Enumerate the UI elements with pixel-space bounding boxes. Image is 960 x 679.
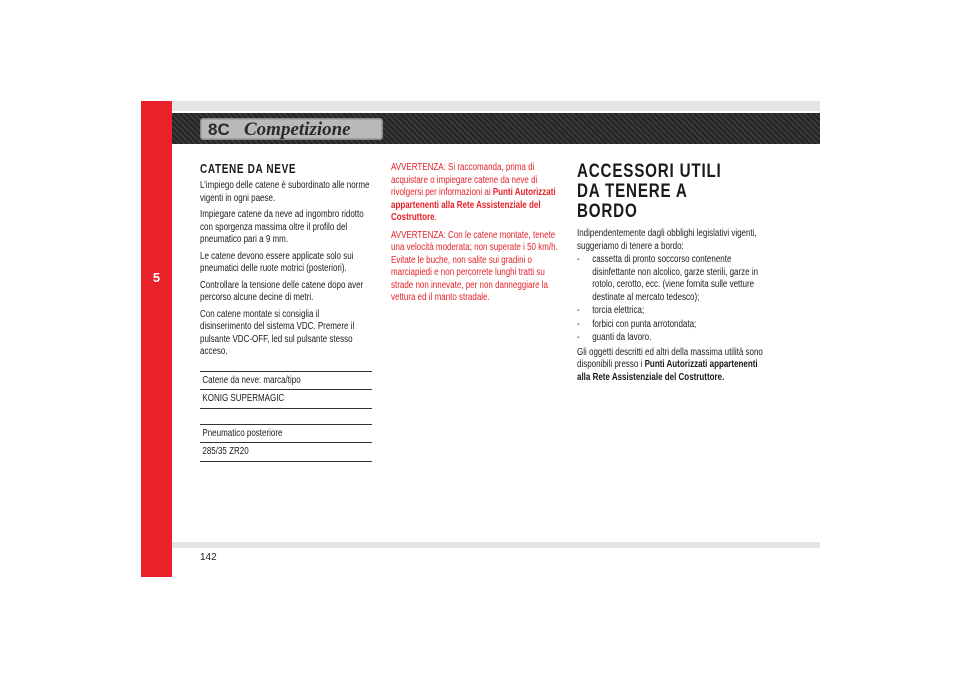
right-column [577,162,765,388]
warning-label: AVVERTENZA: [391,229,446,241]
page-number: 142 [200,552,217,563]
left-column [200,162,372,462]
warning-label: AVVERTENZA: [391,162,446,173]
paragraph: Impiegare catene da neve ad ingombro ridotto con sporgenza massima oltre il profilo del pneumatico pari a 9 mm. [200,209,364,245]
closing-bold: Punti Autorizzati appartenenti alla Rete Assistenziale del Costruttore. [577,359,758,383]
logo-script: Competizione [244,119,351,140]
intro-paragraph: Indipendentemente dagli obblighi legislativi vigenti, suggeriamo di tenere a bordo: [577,228,757,252]
spec-table-tyre [200,424,372,462]
logo-prefix: 8C [208,120,230,139]
spec-value: KONIG SUPERMAGIC [200,389,372,409]
paragraph: Controllare la tensione delle catene dopo aver percorso alcune decine di metri. [200,279,364,303]
spec-label: Pneumatico posteriore [200,424,372,443]
list-item: - forbici con punta arrotondata; [577,319,765,332]
paragraph: Le catene devono essere applicate solo sui pneumatici delle ruote motrici (posteriori). [200,250,354,274]
8c-competizione-logo [200,117,383,141]
bottom-rule [172,542,820,548]
top-rule [172,101,820,111]
list-item: - torcia elettrica; [577,305,765,318]
middle-column [391,162,563,310]
closing-paragraph: Gli oggetti descritti ed altri della massima utilità sono disponibili presso i Punti Autorizzati appartenenti alla Rete Assistenziale del Costruttore. [577,346,763,383]
spec-value: 285/35 ZR20 [200,442,372,462]
warning-bold: Punti Autorizzati appartenenti alla Rete Assistenziale del Costruttore [391,187,556,223]
chapter-number: 5 [152,270,161,285]
heading-catene-da-neve: CATENE DA NEVE [200,162,297,176]
list-item: - guanti da lavoro. [577,332,765,345]
paragraph: Con catene montate si consiglia il disinserimento del sistema VDC. Premere il pulsante VDC-OFF, led sul pulsante stesso acceso. [200,308,355,357]
accessory-list [577,254,765,345]
warning-2: AVVERTENZA: Con le catene montate, tenete una velocità moderata; non superate i 50 km/h. Evitate le buche, non salite sui gradini o marciapiedi e non percorrete lunghi tratti su strade non innevate, per non danneggiare la vettura ed il manto stradale. [391,229,558,303]
chapter-tab [141,101,172,577]
heading-accessori-utili: ACCESSORI UTILI DA TENERE A BORDO [577,161,722,222]
list-item: - cassetta di pronto soccorso contenente disinfettante non alcolico, garze sterili, garze in rotolo, cerotto, ecc. (viene fornita sulle vetture destinate al mercato tedesco); [577,254,765,304]
paragraph: L’impiego delle catene è subordinato alle norme vigenti in ogni paese. [200,180,370,204]
spec-table-chains [200,371,372,409]
spec-label: Catene da neve: marca/tipo [200,371,372,390]
warning-1: AVVERTENZA: Si raccomanda, prima di acquistare o impiegare catene da neve di rivolgersi per informazioni ai Punti Autorizzati appartenenti alla Rete Assistenziale del Costruttore. [391,162,556,223]
